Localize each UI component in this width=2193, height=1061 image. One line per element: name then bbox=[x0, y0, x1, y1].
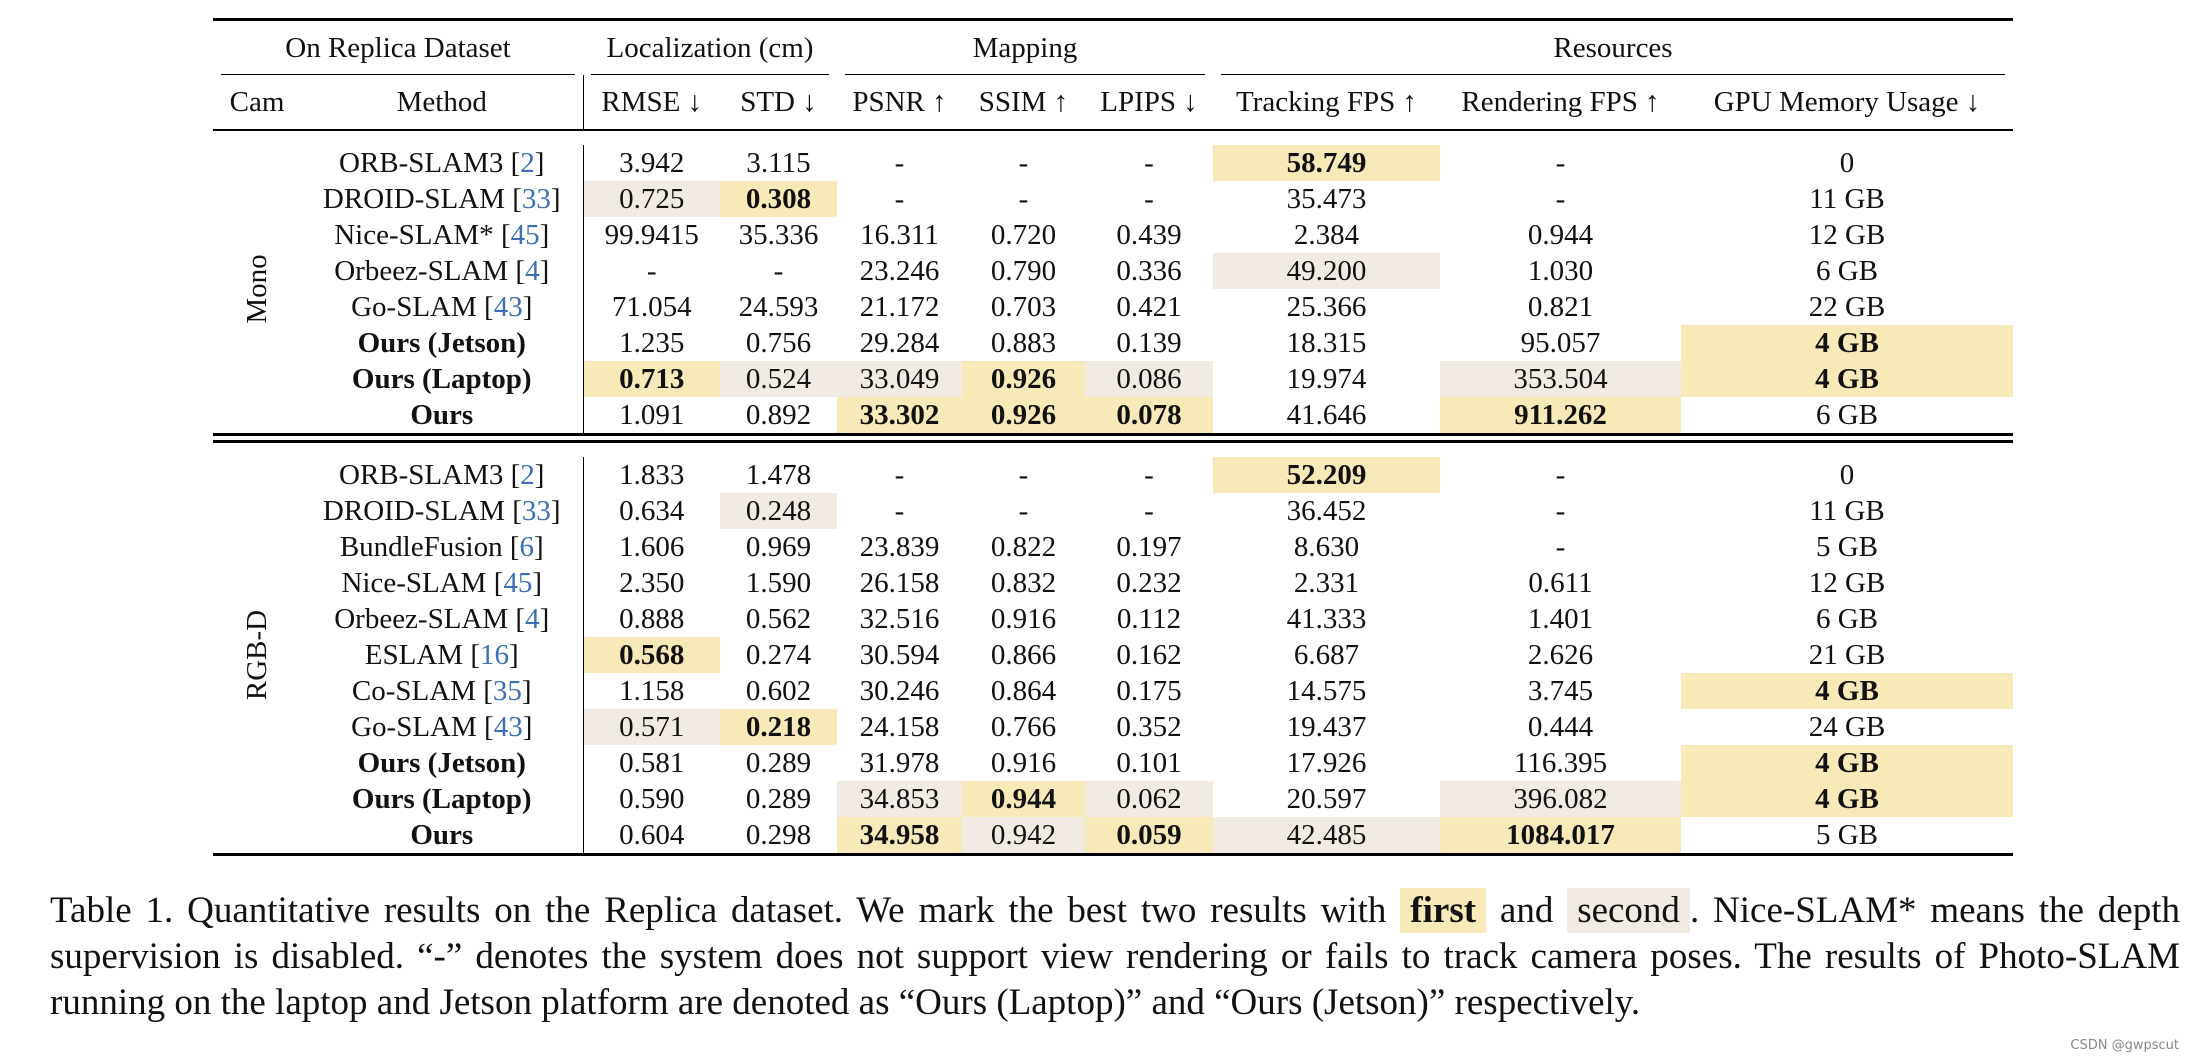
value-cell: - bbox=[894, 459, 905, 491]
value-cell: 31.978 bbox=[859, 747, 940, 779]
value-cell: 0.248 bbox=[720, 493, 837, 529]
value-cell: 0.790 bbox=[990, 255, 1057, 287]
column-header: PSNR ↑ bbox=[837, 75, 962, 130]
column-header: LPIPS ↓ bbox=[1085, 75, 1213, 130]
method-name: ORB-SLAM3 bbox=[339, 147, 504, 179]
value-cell: 0.062 bbox=[1085, 781, 1213, 817]
method-cell: Co-SLAM [35] bbox=[301, 673, 583, 709]
value-cell: 29.284 bbox=[859, 327, 940, 359]
citation-link[interactable]: 4 bbox=[525, 603, 540, 635]
value-cell: 0.944 bbox=[962, 781, 1085, 817]
value-cell: 0.720 bbox=[990, 219, 1057, 251]
table-row bbox=[213, 529, 2013, 565]
value-cell: - bbox=[1144, 459, 1154, 491]
method-name: Go-SLAM bbox=[351, 711, 477, 743]
method-cell: ESLAM [16] bbox=[301, 637, 583, 673]
value-cell: 34.958 bbox=[837, 817, 962, 855]
value-cell: 0.883 bbox=[990, 327, 1057, 359]
value-cell: 0.059 bbox=[1085, 817, 1213, 855]
method-cell: DROID-SLAM [33] bbox=[301, 493, 583, 529]
value-cell: 0.078 bbox=[1085, 397, 1213, 435]
value-cell: 35.473 bbox=[1286, 183, 1367, 215]
method-cell bbox=[301, 781, 583, 817]
value-cell: 0.336 bbox=[1116, 255, 1182, 287]
table-caption bbox=[50, 888, 2180, 1026]
value-cell: 0.969 bbox=[745, 531, 812, 563]
value-cell: 35.336 bbox=[738, 219, 819, 251]
value-cell: 0.822 bbox=[990, 531, 1057, 563]
value-cell: 21.172 bbox=[859, 291, 940, 323]
citation-link[interactable]: 43 bbox=[493, 291, 523, 323]
table-row bbox=[213, 817, 2013, 855]
value-cell: - bbox=[1555, 183, 1566, 215]
value-cell: 99.9415 bbox=[604, 219, 699, 251]
value-cell: 52.209 bbox=[1213, 457, 1440, 493]
value-cell: 3.942 bbox=[619, 147, 685, 179]
table-row bbox=[213, 217, 2013, 253]
value-cell: 20.597 bbox=[1286, 783, 1367, 815]
column-header: SSIM ↑ bbox=[962, 75, 1085, 130]
value-cell: 12 GB bbox=[1808, 567, 1886, 599]
value-cell: 24.593 bbox=[738, 291, 819, 323]
value-cell: 24 GB bbox=[1808, 711, 1886, 743]
value-cell: 0.756 bbox=[745, 327, 812, 359]
value-cell: 0.568 bbox=[583, 637, 720, 673]
value-cell: 396.082 bbox=[1440, 781, 1681, 817]
value-cell: - bbox=[894, 495, 905, 527]
value-cell: 0.766 bbox=[990, 711, 1057, 743]
value-cell: 1.158 bbox=[619, 675, 685, 707]
value-cell: 1.401 bbox=[1527, 603, 1594, 635]
value-cell: 33.302 bbox=[837, 397, 962, 435]
method-name: DROID-SLAM bbox=[322, 183, 505, 215]
method-name: DROID-SLAM bbox=[322, 495, 505, 527]
value-cell: 11 GB bbox=[1809, 183, 1885, 215]
value-cell: 1.091 bbox=[619, 399, 685, 431]
column-header: STD ↓ bbox=[720, 75, 837, 130]
value-cell: 14.575 bbox=[1286, 675, 1367, 707]
value-cell: 0.086 bbox=[1085, 361, 1213, 397]
value-cell: 25.366 bbox=[1286, 291, 1367, 323]
method-cell: Nice-SLAM [45] bbox=[301, 565, 583, 601]
column-header: Method bbox=[301, 75, 583, 130]
value-cell: 1.606 bbox=[619, 531, 685, 563]
value-cell: 0.611 bbox=[1528, 567, 1593, 599]
value-cell: 32.516 bbox=[859, 603, 940, 635]
value-cell: 0.571 bbox=[583, 709, 720, 745]
method-name: BundleFusion bbox=[339, 531, 503, 563]
results-table-body bbox=[213, 20, 2013, 857]
citation-link[interactable]: 33 bbox=[521, 183, 551, 215]
value-cell: 0.562 bbox=[745, 603, 812, 635]
value-cell: - bbox=[894, 183, 905, 215]
value-cell: 30.594 bbox=[859, 639, 940, 671]
value-cell: 0.162 bbox=[1116, 639, 1182, 671]
value-cell: 0.421 bbox=[1116, 291, 1182, 323]
value-cell: - bbox=[1018, 495, 1029, 527]
value-cell: 911.262 bbox=[1440, 397, 1681, 435]
value-cell: 8.630 bbox=[1293, 531, 1360, 563]
value-cell: 36.452 bbox=[1286, 495, 1367, 527]
value-cell: 4 GB bbox=[1681, 745, 2013, 781]
value-cell: 0 bbox=[1839, 459, 1855, 491]
value-cell: 1.590 bbox=[745, 567, 812, 599]
value-cell: 41.646 bbox=[1286, 399, 1367, 431]
value-cell: - bbox=[1018, 459, 1029, 491]
method-cell: Go-SLAM [43] bbox=[301, 709, 583, 745]
section-pad bbox=[213, 442, 2013, 458]
value-cell: - bbox=[773, 255, 784, 287]
citation-link[interactable]: 43 bbox=[493, 711, 523, 743]
value-cell: 0.866 bbox=[990, 639, 1057, 671]
value-cell: - bbox=[1555, 495, 1566, 527]
caption-part2: . Nice-SLAM* means the depth supervision is disabled. “-” denotes the system does not support view rendering or fails to track camera poses. The results of Photo-SLAM running on the laptop and Jetson platform are denoted as “Ours (Laptop)” and “Ours (Jetson)” respectively. bbox=[50, 890, 2180, 1023]
table-row bbox=[213, 493, 2013, 529]
value-cell: 5 GB bbox=[1815, 531, 1879, 563]
table-row bbox=[213, 397, 2013, 435]
value-cell: 0.864 bbox=[990, 675, 1057, 707]
citation-link[interactable]: 45 bbox=[510, 219, 540, 251]
value-cell: 0 bbox=[1839, 147, 1855, 179]
value-cell: 4 GB bbox=[1681, 781, 2013, 817]
cam-label-cell bbox=[213, 457, 301, 855]
value-cell: 0.942 bbox=[962, 817, 1085, 855]
group-header-dataset: On Replica Dataset bbox=[213, 21, 583, 75]
column-header: Rendering FPS ↑ bbox=[1440, 75, 1681, 130]
table-row bbox=[213, 181, 2013, 217]
method-name: Orbeez-SLAM bbox=[334, 603, 509, 635]
value-cell: 26.158 bbox=[859, 567, 940, 599]
method-name: Ours bbox=[410, 399, 474, 431]
method-cell bbox=[301, 325, 583, 361]
value-cell: 0.289 bbox=[745, 747, 812, 779]
table-row bbox=[213, 457, 2013, 493]
value-cell: - bbox=[1018, 147, 1029, 179]
method-name: ORB-SLAM3 bbox=[339, 459, 504, 491]
value-cell: 0.926 bbox=[962, 397, 1085, 435]
value-cell: 3.115 bbox=[746, 147, 811, 179]
value-cell: 0.832 bbox=[990, 567, 1057, 599]
table-row bbox=[213, 709, 2013, 745]
value-cell: 0.444 bbox=[1527, 711, 1594, 743]
value-cell: 0.892 bbox=[745, 399, 812, 431]
value-cell: - bbox=[1555, 531, 1566, 563]
caption-part1: Table 1. Quantitative results on the Replica dataset. We mark the best two results with bbox=[50, 890, 1401, 931]
value-cell: 0.602 bbox=[745, 675, 812, 707]
value-cell: 0.197 bbox=[1116, 531, 1182, 563]
value-cell: 22 GB bbox=[1808, 291, 1886, 323]
value-cell: 1.030 bbox=[1527, 255, 1594, 287]
value-cell: 41.333 bbox=[1286, 603, 1367, 635]
value-cell: 19.437 bbox=[1286, 711, 1367, 743]
method-cell bbox=[301, 745, 583, 781]
value-cell: 3.745 bbox=[1527, 675, 1594, 707]
results-table bbox=[213, 18, 2013, 856]
value-cell: 6.687 bbox=[1293, 639, 1360, 671]
table-row bbox=[213, 637, 2013, 673]
group-header-mapping: Mapping bbox=[837, 21, 1213, 75]
value-cell: - bbox=[646, 255, 657, 287]
value-cell: 95.057 bbox=[1520, 327, 1601, 359]
value-cell: 0.289 bbox=[745, 783, 812, 815]
value-cell: - bbox=[1018, 183, 1029, 215]
watermark: CSDN @gwpscut bbox=[2070, 1038, 2179, 1053]
value-cell: 0.524 bbox=[720, 361, 837, 397]
value-cell: 33.049 bbox=[837, 361, 962, 397]
value-cell: 0.713 bbox=[583, 361, 720, 397]
value-cell: 58.749 bbox=[1213, 145, 1440, 181]
value-cell: 19.974 bbox=[1286, 363, 1367, 395]
value-cell: 0.944 bbox=[1527, 219, 1594, 251]
group-header-row bbox=[213, 21, 2013, 75]
value-cell: - bbox=[1144, 147, 1154, 179]
group-header-resources: Resources bbox=[1213, 21, 2013, 75]
section-pad bbox=[213, 130, 2013, 145]
method-name: Nice-SLAM bbox=[341, 567, 487, 599]
results-table-container bbox=[213, 18, 2013, 856]
method-name: ESLAM bbox=[364, 639, 464, 671]
value-cell: 0.604 bbox=[619, 819, 685, 851]
table-row bbox=[213, 289, 2013, 325]
citation-link[interactable]: 16 bbox=[480, 639, 510, 671]
method-name: Go-SLAM bbox=[351, 291, 477, 323]
value-cell: 1.478 bbox=[745, 459, 812, 491]
value-cell: - bbox=[1555, 147, 1566, 179]
table-row bbox=[213, 601, 2013, 637]
citation-link[interactable]: 2 bbox=[520, 459, 535, 491]
value-cell: 0.232 bbox=[1116, 567, 1182, 599]
value-cell: 42.485 bbox=[1213, 817, 1440, 855]
method-name: Ours (Jetson) bbox=[357, 747, 526, 779]
method-name: Nice-SLAM* bbox=[334, 219, 494, 251]
table-row bbox=[213, 253, 2013, 289]
method-name: Ours (Jetson) bbox=[357, 327, 526, 359]
value-cell: 34.853 bbox=[837, 781, 962, 817]
citation-link[interactable]: 6 bbox=[519, 531, 534, 563]
value-cell: 0.926 bbox=[962, 361, 1085, 397]
method-cell bbox=[301, 361, 583, 397]
column-header-row bbox=[213, 75, 2013, 130]
value-cell: 116.395 bbox=[1513, 747, 1608, 779]
method-cell bbox=[301, 397, 583, 435]
value-cell: 0.218 bbox=[720, 709, 837, 745]
value-cell: 0.703 bbox=[990, 291, 1057, 323]
value-cell: 18.315 bbox=[1286, 327, 1367, 359]
value-cell: 2.626 bbox=[1527, 639, 1594, 671]
method-cell: ORB-SLAM3 [2] bbox=[301, 145, 583, 181]
value-cell: 0.821 bbox=[1527, 291, 1594, 323]
value-cell: 0.139 bbox=[1116, 327, 1182, 359]
method-name: Ours (Laptop) bbox=[351, 783, 532, 815]
table-row bbox=[213, 781, 2013, 817]
value-cell: 24.158 bbox=[859, 711, 940, 743]
value-cell: 23.246 bbox=[859, 255, 940, 287]
value-cell: 12 GB bbox=[1808, 219, 1886, 251]
method-name: Ours bbox=[410, 819, 474, 851]
column-header: Tracking FPS ↑ bbox=[1213, 75, 1440, 130]
value-cell: 11 GB bbox=[1809, 495, 1885, 527]
value-cell: - bbox=[1555, 459, 1566, 491]
legend-first-swatch: first bbox=[1400, 888, 1486, 933]
value-cell: 0.298 bbox=[745, 819, 812, 851]
value-cell: 0.916 bbox=[990, 747, 1057, 779]
column-header: GPU Memory Usage ↓ bbox=[1681, 75, 2013, 130]
method-name: Ours (Laptop) bbox=[351, 363, 532, 395]
value-cell: 71.054 bbox=[611, 291, 692, 323]
method-name: Co-SLAM bbox=[351, 675, 476, 707]
value-cell: - bbox=[1144, 183, 1154, 215]
value-cell: 0.439 bbox=[1116, 219, 1182, 251]
value-cell: 23.839 bbox=[859, 531, 940, 563]
value-cell: 16.311 bbox=[860, 219, 939, 251]
section-double-rule bbox=[213, 435, 2013, 442]
method-cell: DROID-SLAM [33] bbox=[301, 181, 583, 217]
citation-link[interactable]: 35 bbox=[492, 675, 522, 707]
value-cell: 17.926 bbox=[1286, 747, 1367, 779]
method-cell bbox=[301, 817, 583, 855]
citation-link[interactable]: 33 bbox=[521, 495, 551, 527]
legend-second-swatch: second bbox=[1567, 888, 1690, 933]
column-header: Cam bbox=[213, 75, 301, 130]
value-cell: 0.590 bbox=[619, 783, 685, 815]
value-cell: 2.350 bbox=[619, 567, 685, 599]
value-cell: 0.175 bbox=[1116, 675, 1182, 707]
value-cell: 0.634 bbox=[619, 495, 685, 527]
value-cell: 0.725 bbox=[583, 181, 720, 217]
value-cell: 4 GB bbox=[1681, 673, 2013, 709]
table-row bbox=[213, 565, 2013, 601]
cam-label: Mono bbox=[241, 254, 273, 324]
cam-label: RGB-D bbox=[241, 609, 273, 701]
method-name: Orbeez-SLAM bbox=[334, 255, 509, 287]
citation-link[interactable]: 4 bbox=[525, 255, 540, 287]
citation-link[interactable]: 45 bbox=[503, 567, 533, 599]
value-cell: 5 GB bbox=[1815, 819, 1879, 851]
value-cell: - bbox=[1144, 495, 1154, 527]
method-cell: Orbeez-SLAM [4] bbox=[301, 601, 583, 637]
value-cell: 4 GB bbox=[1681, 361, 2013, 397]
method-cell: Nice-SLAM* [45] bbox=[301, 217, 583, 253]
value-cell: 0.581 bbox=[619, 747, 685, 779]
value-cell: 353.504 bbox=[1440, 361, 1681, 397]
value-cell: 2.384 bbox=[1293, 219, 1360, 251]
value-cell: 0.101 bbox=[1116, 747, 1182, 779]
group-header-localization: Localization (cm) bbox=[583, 21, 837, 75]
table-row bbox=[213, 673, 2013, 709]
cam-label-cell bbox=[213, 145, 301, 435]
value-cell: 6 GB bbox=[1815, 399, 1879, 431]
value-cell: 6 GB bbox=[1815, 255, 1879, 287]
method-cell: Go-SLAM [43] bbox=[301, 289, 583, 325]
value-cell: 1.833 bbox=[619, 459, 685, 491]
value-cell: 1.235 bbox=[619, 327, 685, 359]
table-row bbox=[213, 745, 2013, 781]
caption-and: and bbox=[1486, 890, 1568, 931]
value-cell: - bbox=[894, 147, 905, 179]
value-cell: 0.308 bbox=[720, 181, 837, 217]
column-header: RMSE ↓ bbox=[583, 75, 720, 130]
table-row bbox=[213, 361, 2013, 397]
bottom-rule bbox=[213, 855, 2013, 857]
method-cell: BundleFusion [6] bbox=[301, 529, 583, 565]
method-cell: Orbeez-SLAM [4] bbox=[301, 253, 583, 289]
citation-link[interactable]: 2 bbox=[520, 147, 535, 179]
value-cell: 30.246 bbox=[859, 675, 940, 707]
table-row bbox=[213, 325, 2013, 361]
value-cell: 49.200 bbox=[1213, 253, 1440, 289]
method-cell: ORB-SLAM3 [2] bbox=[301, 457, 583, 493]
value-cell: 0.112 bbox=[1116, 603, 1182, 635]
value-cell: 1084.017 bbox=[1440, 817, 1681, 855]
value-cell: 0.274 bbox=[745, 639, 812, 671]
value-cell: 21 GB bbox=[1808, 639, 1886, 671]
value-cell: 0.916 bbox=[990, 603, 1057, 635]
value-cell: 0.352 bbox=[1116, 711, 1182, 743]
value-cell: 4 GB bbox=[1681, 325, 2013, 361]
value-cell: 2.331 bbox=[1293, 567, 1360, 599]
value-cell: 0.888 bbox=[619, 603, 685, 635]
table-row bbox=[213, 145, 2013, 181]
value-cell: 6 GB bbox=[1815, 603, 1879, 635]
